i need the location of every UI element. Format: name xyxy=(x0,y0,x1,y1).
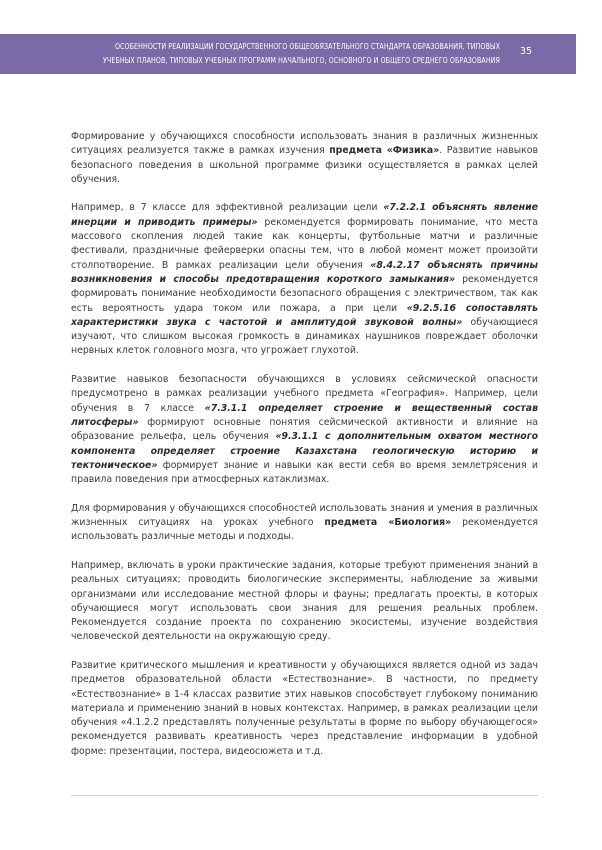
header-title-line-2: УЧЕБНЫХ ПЛАНОВ, ТИПОВЫХ УЧЕБНЫХ ПРОГРАММ НАЧАЛЬНОГО, ОСНОВНОГО И ОБЩЕГО СРЕДНЕГО ОБРАЗОВАНИЯ xyxy=(102,55,500,65)
footer-divider xyxy=(71,795,538,796)
emphasized-text: «8.4.2.17 объяснять причины возникновения и способы предотвращения короткого замыкания» xyxy=(71,259,539,285)
paragraph-text: формирует знание и навыки как вести себя во время землетрясения и правила поведения при атмосферных катаклизмах. xyxy=(71,459,538,486)
emphasized-text: предмета «Биология» xyxy=(324,517,452,529)
paragraph-text: рекомендуется использовать различные методы и подходы. xyxy=(71,517,539,543)
paragraph-text: Например, включать в уроки практические задания, которые требуют применения знаний в реальных ситуациях; проводить биологические эксперименты, наблюдение за живыми организмами или исследование местной флоры и фауны; предлагать проекты, в которых обучающиеся могут использовать свои знания для решения реальных проблем. Рекомендуется создание проекта по сохранению экосистемы, изучение воздействия человеческой деятельности на окружающую среду. xyxy=(71,559,538,643)
paragraph-text: формируют основные понятия сейсмической активности и влияние на образование рельефа, цель обучения xyxy=(71,416,538,443)
paragraph-text: . Развитие навыков безопасного поведения в школьной программе физики осуществляется в рамках целей обучения. xyxy=(71,145,538,185)
emphasized-text: «9.3.1.1 с дополнительным охватом местного компонента определяет строение Казахстана геологическую историю и тектоническое» xyxy=(71,431,538,471)
paragraph-text: Для формирования у обучающихся способностей использовать знания и умения в различных жизненных ситуациях на уроках учебного xyxy=(71,502,538,529)
paragraph xyxy=(71,659,538,759)
paragraph-text: Формирование у обучающихся способности использовать знания в различных жизненных ситуациях реализуется также в рамках изучения xyxy=(71,131,538,157)
paragraph xyxy=(71,559,538,645)
emphasized-text: «9.2.5.16 сопоставлять характеристики звука с частотой и амплитудой звуковой волны» xyxy=(71,302,538,328)
page-header-band xyxy=(0,34,576,74)
header-title xyxy=(96,39,500,67)
emphasized-text: «7.3.1.1 определяет строение и вещественный состав литосферы» xyxy=(71,402,538,428)
paragraph-text: рекомендуется формировать понимание необходимости безопасного обращения с электричеством, так как есть вероятность удара током или пожара, а при цели xyxy=(71,273,539,314)
emphasized-text: предмета «Физика» xyxy=(329,145,440,157)
paragraph-text: Например, в 7 классе для эффективной реализации цели xyxy=(71,202,384,214)
paragraph-text: рекомендуется формировать понимание, что места массового скопления людей такие как концерты, футбольные матчи и различные фестивали, праздничные фейерверки опасны тем, что в любой момент может произойти столпотворение. В рамках реализации цели обучения xyxy=(71,216,538,271)
paragraph xyxy=(71,373,538,487)
header-title-line-1: ОСОБЕННОСТИ РЕАЛИЗАЦИИ ГОСУДАРСТВЕННОГО ОБЩЕОБЯЗАТЕЛЬНОГО СТАНДАРТА ОБРАЗОВАНИЯ, ТИПОВЫХ xyxy=(114,41,501,51)
body-text xyxy=(71,130,538,773)
paragraph-text: обучающиеся изучают, что слишком высокая громкость в динамиках наушников повреждает оболочки нервных клеток головного мозга, что угрожает глухотой. xyxy=(71,316,538,357)
paragraph-text: Развитие критического мышления и креативности у обучающихся является одной из задач предметов образовательной области «Естествознание». В частности, по предмету «Естествознание» в 1-4 классах развитие этих навыков способствует глубокому пониманию материала и применению знаний в новых контекстах. Например, в рамках реализации цели обучения «4.1.2.2 представлять полученные результаты в форме по выбору обучающегося» рекомендуется развивать креативность через представление информации в удобной форме: презентации, постера, видеосюжета и т.д. xyxy=(71,659,538,757)
paragraph-text: Развитие навыков безопасности обучающихся в условиях сейсмической опасности предусмотрено в рамках реализации учебного предмета «География». Например, цели обучения в 7 классе xyxy=(71,374,538,414)
paragraph xyxy=(71,502,538,545)
paragraph xyxy=(71,130,538,187)
page-number: 35 xyxy=(520,46,533,57)
paragraph xyxy=(71,201,538,358)
emphasized-text: «7.2.2.1 объяснять явление инерции и приводить примеры» xyxy=(71,202,539,228)
